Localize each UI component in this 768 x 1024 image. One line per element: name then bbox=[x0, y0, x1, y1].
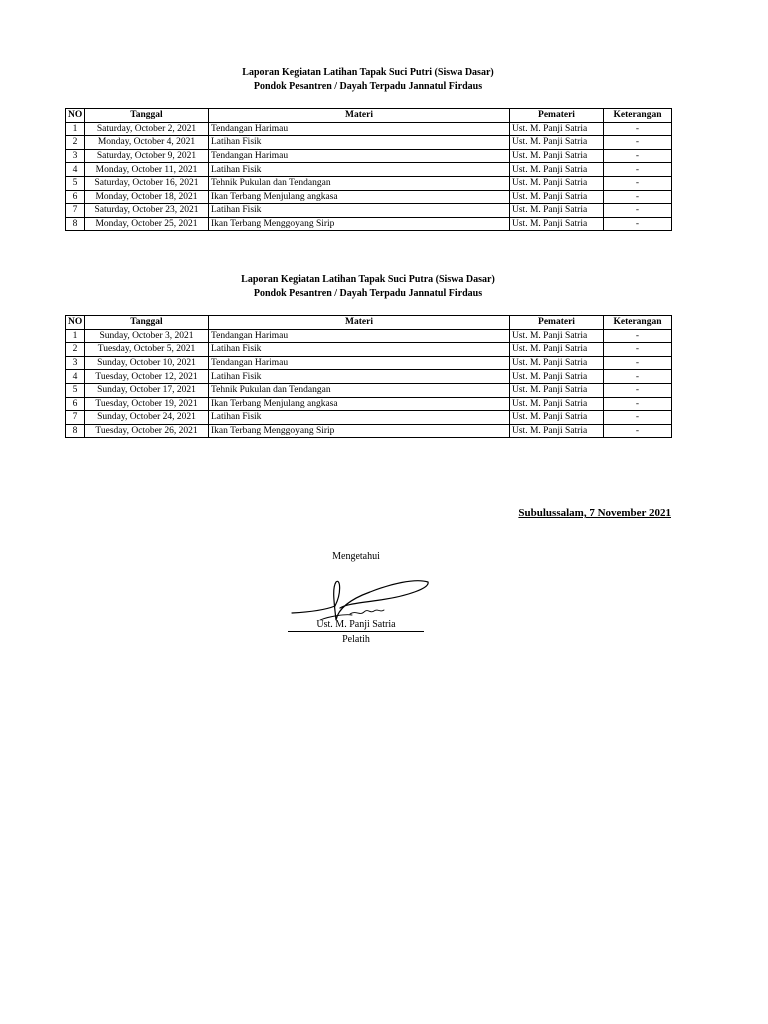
cell-tanggal: Sunday, October 3, 2021 bbox=[85, 329, 209, 343]
cell-materi: Ikan Terbang Menjulang angkasa bbox=[209, 397, 510, 411]
header-keterangan: Keterangan bbox=[604, 109, 672, 123]
cell-tanggal: Saturday, October 16, 2021 bbox=[85, 176, 209, 190]
header-pemateri: Pemateri bbox=[510, 109, 604, 123]
cell-pemateri: Ust. M. Panji Satria bbox=[510, 190, 604, 204]
table-row bbox=[66, 122, 672, 136]
cell-keterangan: - bbox=[604, 204, 672, 218]
cell-materi: Latihan Fisik bbox=[209, 343, 510, 357]
table-row bbox=[66, 343, 672, 357]
cell-pemateri: Ust. M. Panji Satria bbox=[510, 370, 604, 384]
cell-no: 6 bbox=[66, 397, 85, 411]
table-row bbox=[66, 136, 672, 150]
header-tanggal: Tanggal bbox=[85, 316, 209, 330]
cell-materi: Tehnik Pukulan dan Tendangan bbox=[209, 383, 510, 397]
cell-no: 7 bbox=[66, 411, 85, 425]
acknowledged-label: Mengetahui bbox=[332, 551, 380, 562]
cell-pemateri: Ust. M. Panji Satria bbox=[510, 329, 604, 343]
cell-no: 1 bbox=[66, 122, 85, 136]
cell-materi: Tendangan Harimau bbox=[209, 356, 510, 370]
table-row bbox=[66, 217, 672, 231]
cell-no: 3 bbox=[66, 356, 85, 370]
report-putra-subtitle: Pondok Pesantren / Dayah Terpadu Jannatul Firdaus bbox=[253, 288, 483, 299]
header-pemateri: Pemateri bbox=[510, 316, 604, 330]
table-row bbox=[66, 370, 672, 384]
cell-pemateri: Ust. M. Panji Satria bbox=[510, 383, 604, 397]
table-row bbox=[66, 149, 672, 163]
header-materi: Materi bbox=[209, 316, 510, 330]
report-putra-table bbox=[65, 315, 672, 438]
cell-no: 2 bbox=[66, 343, 85, 357]
cell-keterangan: - bbox=[604, 383, 672, 397]
cell-keterangan: - bbox=[604, 176, 672, 190]
report-putra-rows bbox=[66, 329, 672, 438]
cell-pemateri: Ust. M. Panji Satria bbox=[510, 411, 604, 425]
cell-tanggal: Monday, October 11, 2021 bbox=[85, 163, 209, 177]
cell-keterangan: - bbox=[604, 411, 672, 425]
cell-materi: Tendangan Harimau bbox=[209, 122, 510, 136]
table-header-row bbox=[66, 109, 672, 123]
header-no: NO bbox=[66, 109, 85, 123]
cell-keterangan: - bbox=[604, 122, 672, 136]
cell-pemateri: Ust. M. Panji Satria bbox=[510, 356, 604, 370]
cell-materi: Latihan Fisik bbox=[209, 204, 510, 218]
header-tanggal: Tanggal bbox=[85, 109, 209, 123]
cell-keterangan: - bbox=[604, 190, 672, 204]
table-row bbox=[66, 329, 672, 343]
cell-materi: Ikan Terbang Menjulang angkasa bbox=[209, 190, 510, 204]
table-row bbox=[66, 163, 672, 177]
cell-pemateri: Ust. M. Panji Satria bbox=[510, 204, 604, 218]
cell-keterangan: - bbox=[604, 136, 672, 150]
signer-name: Ust. M. Panji Satria bbox=[316, 619, 396, 630]
cell-materi: Latihan Fisik bbox=[209, 370, 510, 384]
cell-keterangan: - bbox=[604, 163, 672, 177]
cell-tanggal: Monday, October 4, 2021 bbox=[85, 136, 209, 150]
cell-pemateri: Ust. M. Panji Satria bbox=[510, 343, 604, 357]
cell-tanggal: Sunday, October 10, 2021 bbox=[85, 356, 209, 370]
cell-no: 2 bbox=[66, 136, 85, 150]
cell-tanggal: Sunday, October 17, 2021 bbox=[85, 383, 209, 397]
cell-pemateri: Ust. M. Panji Satria bbox=[510, 136, 604, 150]
cell-keterangan: - bbox=[604, 343, 672, 357]
report-putra-section bbox=[65, 273, 671, 438]
cell-tanggal: Saturday, October 23, 2021 bbox=[85, 204, 209, 218]
cell-materi: Tendangan Harimau bbox=[209, 149, 510, 163]
cell-tanggal: Sunday, October 24, 2021 bbox=[85, 411, 209, 425]
report-putri-title: Laporan Kegiatan Latihan Tapak Suci Putri (Siswa Dasar) bbox=[242, 67, 494, 78]
cell-tanggal: Tuesday, October 5, 2021 bbox=[85, 343, 209, 357]
cell-materi: Latihan Fisik bbox=[209, 411, 510, 425]
cell-tanggal: Saturday, October 9, 2021 bbox=[85, 149, 209, 163]
cell-keterangan: - bbox=[604, 370, 672, 384]
cell-keterangan: - bbox=[604, 397, 672, 411]
cell-no: 8 bbox=[66, 217, 85, 231]
cell-tanggal: Saturday, October 2, 2021 bbox=[85, 122, 209, 136]
table-header-row bbox=[66, 316, 672, 330]
cell-pemateri: Ust. M. Panji Satria bbox=[510, 176, 604, 190]
cell-materi: Ikan Terbang Menggoyang Sirip bbox=[209, 424, 510, 438]
signer-role: Pelatih bbox=[342, 634, 370, 645]
table-row bbox=[66, 397, 672, 411]
report-putri-table bbox=[65, 108, 672, 231]
table-row bbox=[66, 383, 672, 397]
cell-keterangan: - bbox=[604, 424, 672, 438]
signature-line bbox=[288, 631, 424, 632]
cell-pemateri: Ust. M. Panji Satria bbox=[510, 217, 604, 231]
cell-tanggal: Tuesday, October 12, 2021 bbox=[85, 370, 209, 384]
cell-pemateri: Ust. M. Panji Satria bbox=[510, 122, 604, 136]
header-materi: Materi bbox=[209, 109, 510, 123]
cell-pemateri: Ust. M. Panji Satria bbox=[510, 424, 604, 438]
cell-materi: Tendangan Harimau bbox=[209, 329, 510, 343]
cell-materi: Latihan Fisik bbox=[209, 136, 510, 150]
cell-pemateri: Ust. M. Panji Satria bbox=[510, 163, 604, 177]
table-row bbox=[66, 411, 672, 425]
cell-keterangan: - bbox=[604, 329, 672, 343]
place-date: Subulussalam, 7 November 2021 bbox=[518, 507, 671, 519]
cell-tanggal: Tuesday, October 19, 2021 bbox=[85, 397, 209, 411]
table-row bbox=[66, 190, 672, 204]
cell-no: 7 bbox=[66, 204, 85, 218]
cell-no: 5 bbox=[66, 383, 85, 397]
cell-pemateri: Ust. M. Panji Satria bbox=[510, 397, 604, 411]
cell-pemateri: Ust. M. Panji Satria bbox=[510, 149, 604, 163]
cell-no: 6 bbox=[66, 190, 85, 204]
cell-keterangan: - bbox=[604, 149, 672, 163]
table-row bbox=[66, 356, 672, 370]
table-row bbox=[66, 176, 672, 190]
cell-no: 4 bbox=[66, 163, 85, 177]
table-row bbox=[66, 424, 672, 438]
header-keterangan: Keterangan bbox=[604, 316, 672, 330]
report-putra-title: Laporan Kegiatan Latihan Tapak Suci Putra (Siswa Dasar) bbox=[241, 274, 495, 285]
table-row bbox=[66, 204, 672, 218]
cell-tanggal: Monday, October 25, 2021 bbox=[85, 217, 209, 231]
cell-keterangan: - bbox=[604, 356, 672, 370]
report-putri-section bbox=[65, 66, 671, 231]
cell-tanggal: Monday, October 18, 2021 bbox=[85, 190, 209, 204]
cell-no: 1 bbox=[66, 329, 85, 343]
cell-materi: Tehnik Pukulan dan Tendangan bbox=[209, 176, 510, 190]
cell-materi: Ikan Terbang Menggoyang Sirip bbox=[209, 217, 510, 231]
cell-no: 5 bbox=[66, 176, 85, 190]
report-putri-subtitle: Pondok Pesantren / Dayah Terpadu Jannatul Firdaus bbox=[253, 81, 483, 92]
header-no: NO bbox=[66, 316, 85, 330]
report-putri-rows bbox=[66, 122, 672, 231]
cell-tanggal: Tuesday, October 26, 2021 bbox=[85, 424, 209, 438]
cell-materi: Latihan Fisik bbox=[209, 163, 510, 177]
cell-no: 4 bbox=[66, 370, 85, 384]
cell-no: 8 bbox=[66, 424, 85, 438]
cell-no: 3 bbox=[66, 149, 85, 163]
cell-keterangan: - bbox=[604, 217, 672, 231]
